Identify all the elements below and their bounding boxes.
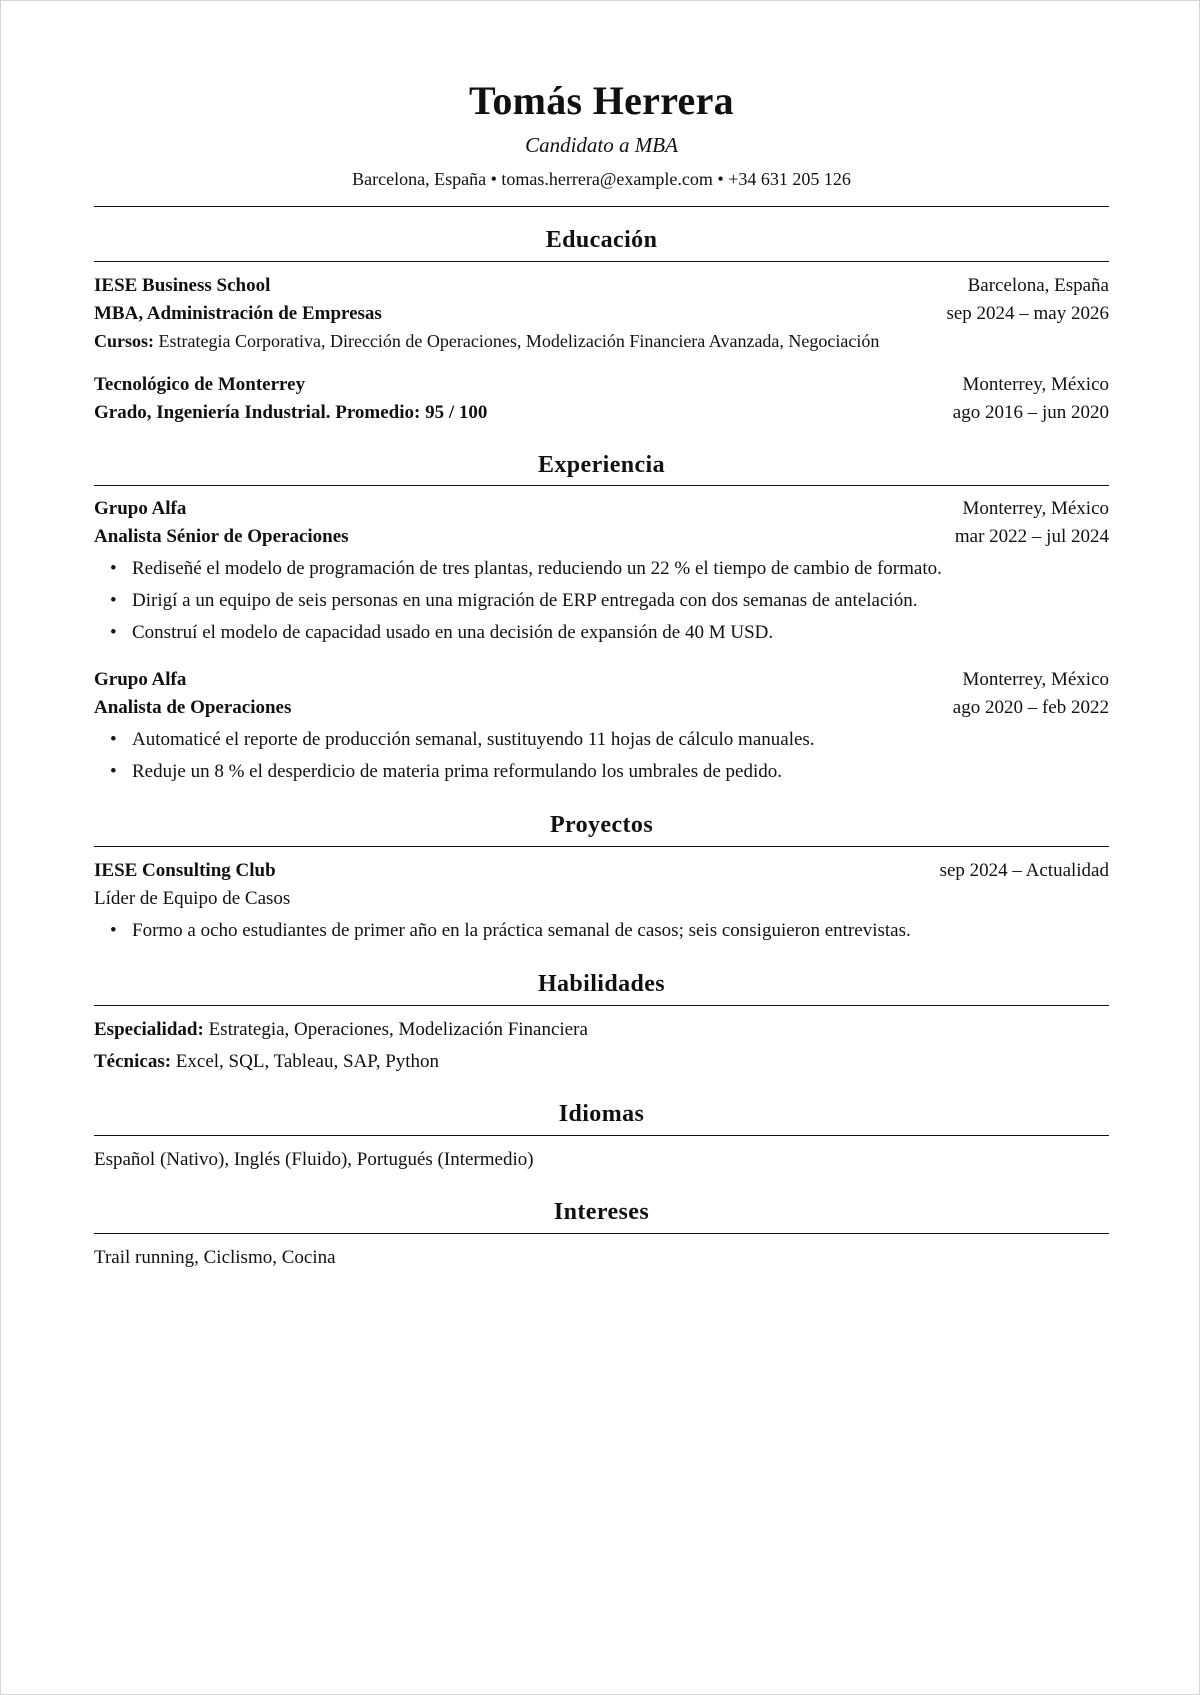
experience-location: Monterrey, México <box>962 498 1109 519</box>
education-dates: sep 2024 – may 2026 <box>946 303 1109 324</box>
experience-dates: ago 2020 – feb 2022 <box>952 697 1109 718</box>
contact-separator: • <box>490 169 497 189</box>
bullet-text: Reduje un 8 % el desperdicio de materia prima reformulando los umbrales de pedido. <box>132 761 783 782</box>
experience-entry-role <box>94 697 1109 723</box>
section-divider <box>94 1005 1109 1006</box>
bullet-text: Automaticé el reporte de producción semanal, sustituyendo 11 hojas de cálculo manuales. <box>132 729 815 750</box>
contact-phone: +34 631 205 126 <box>728 169 851 189</box>
project-dates: sep 2024 – Actualidad <box>939 860 1109 881</box>
candidate-subtitle: Candidato a MBA <box>525 133 678 157</box>
candidate-name: Tomás Herrera <box>469 78 734 123</box>
education-location: Monterrey, México <box>962 374 1109 395</box>
education-entry-header <box>94 275 1109 301</box>
experience-company: Grupo Alfa <box>94 498 187 519</box>
bullet-text: Formo a ocho estudiantes de primer año en la práctica semanal de casos; seis consiguieron entrevistas. <box>132 920 911 941</box>
experience-role: Analista de Operaciones <box>94 697 292 718</box>
header-divider <box>94 206 1109 207</box>
education-entry-degree <box>94 402 1109 428</box>
section-title-education: Educación <box>545 227 658 253</box>
courses-label: Cursos: <box>94 331 155 351</box>
education-location: Barcelona, España <box>967 275 1109 296</box>
contact-separator: • <box>717 169 724 189</box>
section-divider <box>94 1233 1109 1234</box>
skills-specialty-label: Especialidad: <box>94 1019 204 1040</box>
skills-technical <box>94 1051 1109 1073</box>
section-divider <box>94 261 1109 262</box>
experience-entry-header <box>94 498 1109 524</box>
experience-entry-role <box>94 526 1109 552</box>
education-entry-header <box>94 374 1109 400</box>
bullet-icon: • <box>110 590 117 611</box>
section-title-skills: Habilidades <box>537 971 666 997</box>
bullet-icon: • <box>110 729 117 750</box>
courses-list: Estrategia Corporativa, Dirección de Operaciones, Modelización Financiera Avanzada, Negociación <box>158 331 880 351</box>
skills-specialty-value: Estrategia, Operaciones, Modelización Financiera <box>208 1019 588 1040</box>
bullet-icon: • <box>110 920 117 941</box>
education-school: IESE Business School <box>94 275 271 296</box>
skills-technical-label: Técnicas: <box>94 1051 172 1072</box>
education-courses <box>94 331 1109 352</box>
section-divider <box>94 1135 1109 1136</box>
project-entry-role <box>94 888 1109 914</box>
project-entry-header <box>94 860 1109 886</box>
bullet-icon: • <box>110 558 117 579</box>
project-name: IESE Consulting Club <box>94 860 276 881</box>
interests-list: Trail running, Ciclismo, Cocina <box>94 1247 336 1268</box>
bullet-icon: • <box>110 761 117 782</box>
section-title-languages: Idiomas <box>558 1101 645 1127</box>
contact-location: Barcelona, España <box>352 169 487 189</box>
education-dates: ago 2016 – jun 2020 <box>952 402 1109 423</box>
experience-company: Grupo Alfa <box>94 669 187 690</box>
section-divider <box>94 485 1109 486</box>
contact-email: tomas.herrera@example.com <box>501 169 713 189</box>
bullet-text: Dirigí a un equipo de seis personas en una migración de ERP entregada con dos semanas de antelación. <box>132 590 918 611</box>
project-role: Líder de Equipo de Casos <box>94 888 291 909</box>
section-title-interests: Intereses <box>553 1199 650 1225</box>
experience-location: Monterrey, México <box>962 669 1109 690</box>
experience-dates: mar 2022 – jul 2024 <box>954 526 1109 547</box>
languages-list: Español (Nativo), Inglés (Fluido), Portugués (Intermedio) <box>94 1149 534 1170</box>
bullet-icon: • <box>110 622 117 643</box>
skills-technical-value: Excel, SQL, Tableau, SAP, Python <box>175 1051 440 1072</box>
section-title-projects: Proyectos <box>549 812 654 838</box>
bullet-text: Construí el modelo de capacidad usado en una decisión de expansión de 40 M USD. <box>132 622 774 643</box>
section-title-experience: Experiencia <box>537 452 666 478</box>
bullet-text: Rediseñé el modelo de programación de tres plantas, reduciendo un 22 % el tiempo de cambio de formato. <box>132 558 942 579</box>
experience-entry-header <box>94 669 1109 695</box>
experience-role: Analista Sénior de Operaciones <box>94 526 349 547</box>
education-degree: Grado, Ingeniería Industrial. Promedio: 95 / 100 <box>94 402 488 423</box>
skills-specialty <box>94 1019 1109 1041</box>
education-degree: MBA, Administración de Empresas <box>94 303 382 324</box>
section-divider <box>94 846 1109 847</box>
education-school: Tecnológico de Monterrey <box>94 374 306 395</box>
education-entry-degree <box>94 303 1109 329</box>
contact-line <box>94 169 1109 190</box>
